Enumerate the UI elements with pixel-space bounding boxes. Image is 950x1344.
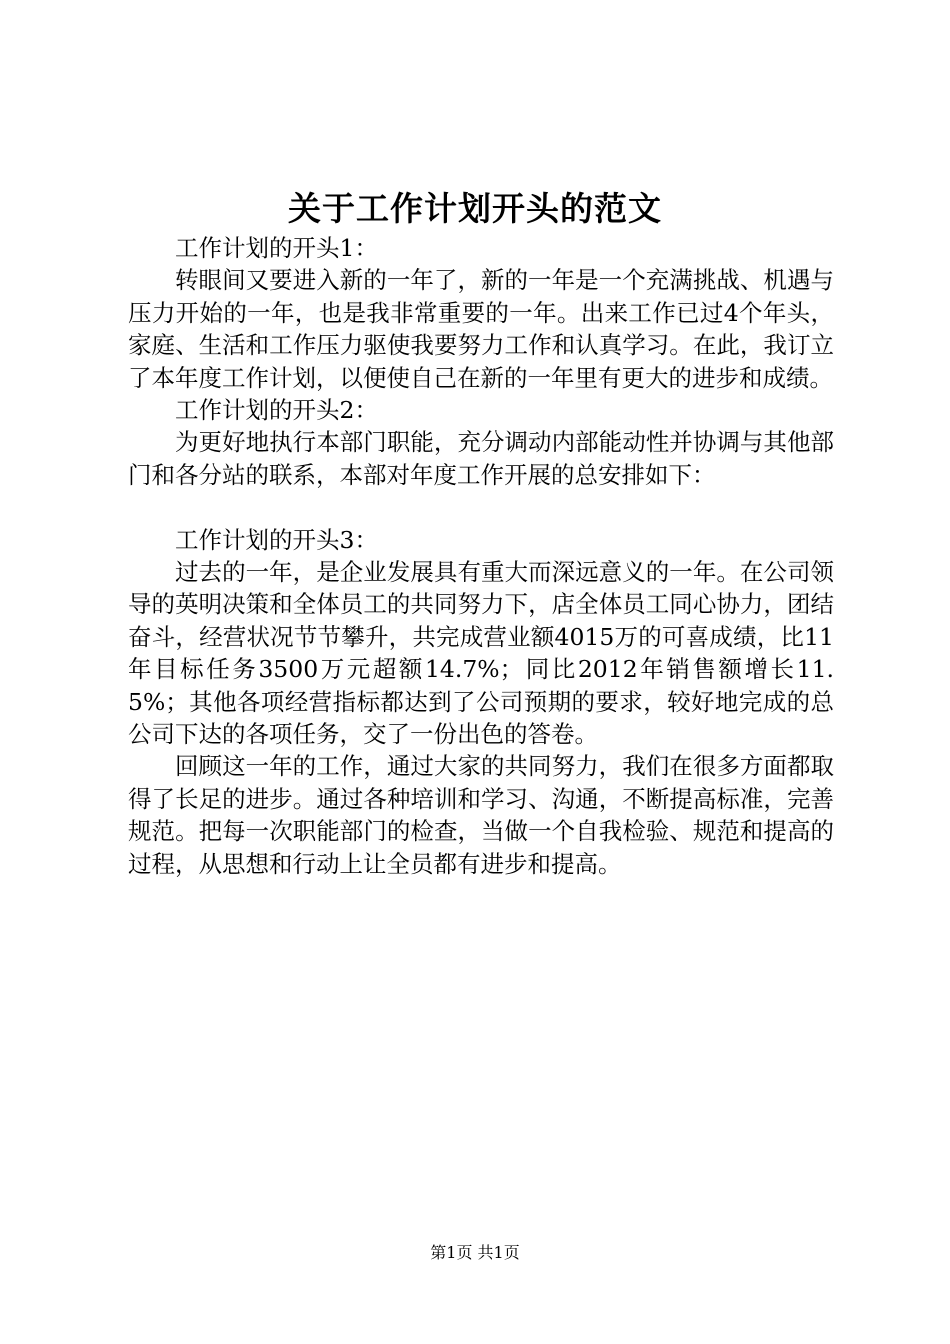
- paragraph-2: 为更好地执行本部门职能，充分调动内部能动性并协调与其他部门和各分站的联系，本部对年度工作开展的总安排如下：: [128, 428, 834, 489]
- document-body: [128, 232, 834, 880]
- document-title: 关于工作计划开头的范文: [288, 189, 662, 228]
- blank-line: [128, 491, 834, 523]
- section-heading-2: 工作计划的开头2：: [175, 396, 378, 425]
- paragraph-4: 回顾这一年的工作，通过大家的共同努力，我们在很多方面都取得了长足的进步。通过各种培训和学习、沟通，不断提高标准，完善规范。把每一次职能部门的检查，当做一个自我检验、规范和提高的过程，从思想和行动上让全员都有进步和提高。: [128, 752, 834, 878]
- paragraph-1: 转眼间又要进入新的一年了，新的一年是一个充满挑战、机遇与压力开始的一年，也是我非常重要的一年。出来工作已过4个年头，家庭、生活和工作压力驱使我要努力工作和认真学习。在此，我订立了本年度工作计划，以便使自己在新的一年里有更大的进步和成绩。: [128, 266, 834, 392]
- paragraph-3: 过去的一年，是企业发展具有重大而深远意义的一年。在公司领导的英明决策和全体员工的共同努力下，店全体员工同心协力，团结奋斗，经营状况节节攀升，共完成营业额4015万的可喜成绩，比11年目标任务3500万元超额14.7%；同比2012年销售额增长11.5%；其他各项经营指标都达到了公司预期的要求，较好地完成的总公司下达的各项任务，交了一份出色的答卷。: [128, 558, 834, 749]
- page-footer: 第1页 共1页: [430, 1243, 520, 1262]
- section-heading-1: 工作计划的开头1：: [175, 234, 378, 262]
- section-heading-3: 工作计划的开头3：: [175, 525, 378, 554]
